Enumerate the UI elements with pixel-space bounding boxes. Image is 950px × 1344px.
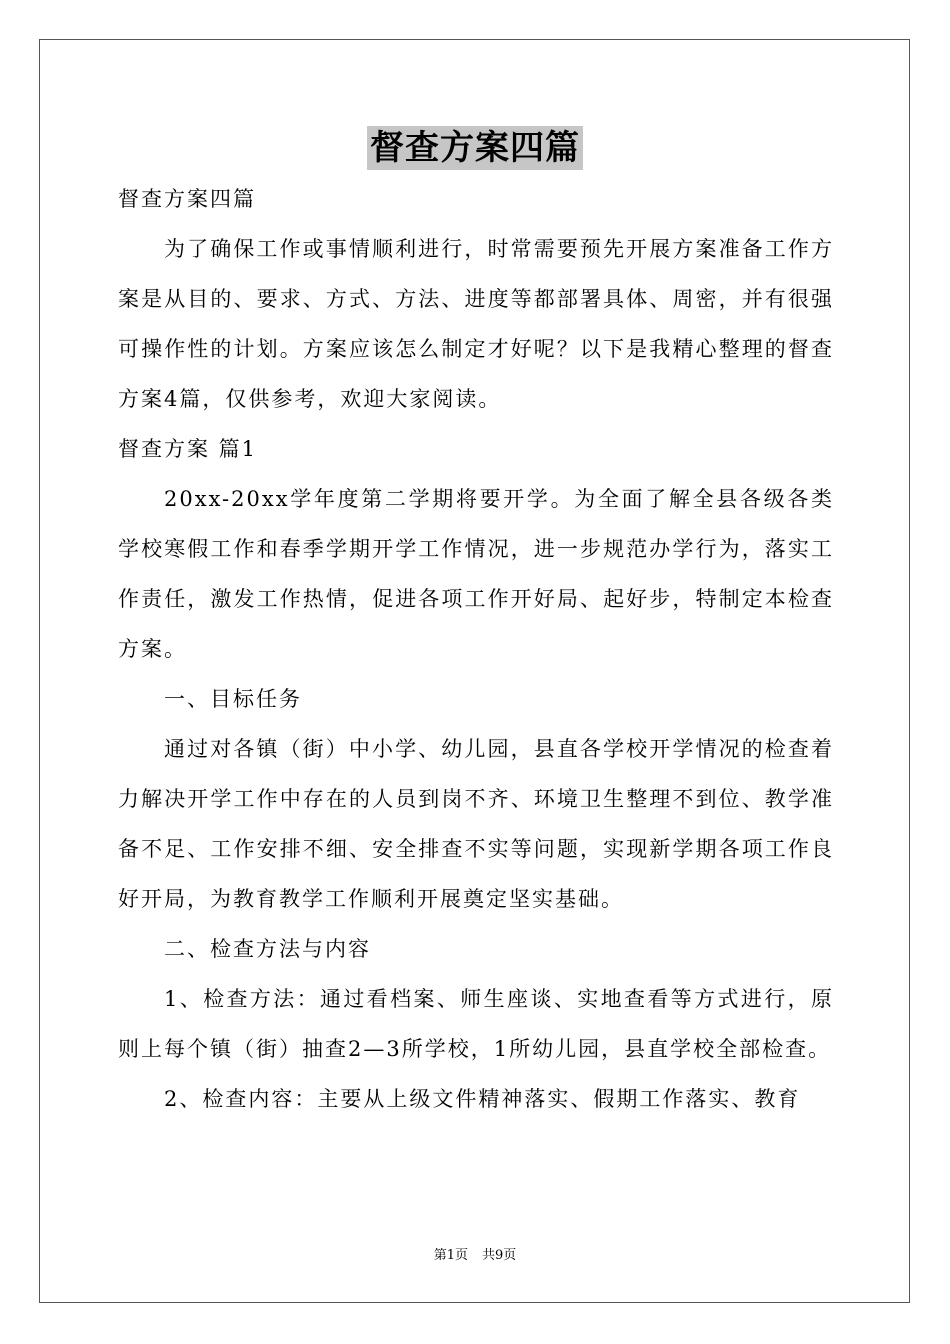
paragraph: 20xx-20xx学年度第二学期将要开学。为全面了解全县各级各类学校寒假工作和春季学期开学工作情况，进一步规范办学行为，落实工作责任，激发工作热情，促进各项工作开好局、起好步，特制定本检查方案。 bbox=[118, 487, 834, 661]
paragraph: 通过对各镇（街）中小学、幼儿园，县直各学校开学情况的检查着力解决开学工作中存在的人员到岗不齐、环境卫生整理不到位、教学准备不足、工作安排不细、安全排查不实等问题，实现新学期各项工作良好开局，为教育教学工作顺利开展奠定坚实基础。 bbox=[118, 737, 834, 911]
section-heading: 督查方案 篇1 bbox=[118, 437, 258, 461]
document-body bbox=[118, 174, 834, 1124]
paragraph: 督查方案四篇 bbox=[118, 187, 256, 211]
paragraph: 为了确保工作或事情顺利进行，时常需要预先开展方案准备工作方案是从目的、要求、方式、方法、进度等都部署具体、周密，并有很强可操作性的计划。方案应该怎么制定才好呢？以下是我精心整理的督查方案4篇，仅供参考，欢迎大家阅读。 bbox=[118, 237, 834, 411]
title-container bbox=[0, 126, 950, 170]
paragraph: 2、检查内容：主要从上级文件精神落实、假期工作落实、教育 bbox=[164, 1087, 801, 1111]
document-title: 督查方案四篇 bbox=[367, 126, 583, 170]
paragraph: 1、检查方法：通过看档案、师生座谈、实地查看等方式进行，原则上每个镇（街）抽查2—3所学校，1所幼儿园，县直学校全部检查。 bbox=[118, 987, 834, 1061]
page-number: 第1页 bbox=[433, 1248, 468, 1263]
page-footer bbox=[0, 1247, 950, 1265]
page-total: 共9页 bbox=[482, 1248, 517, 1263]
section-heading: 二、检查方法与内容 bbox=[164, 937, 371, 961]
section-heading: 一、目标任务 bbox=[164, 687, 302, 711]
